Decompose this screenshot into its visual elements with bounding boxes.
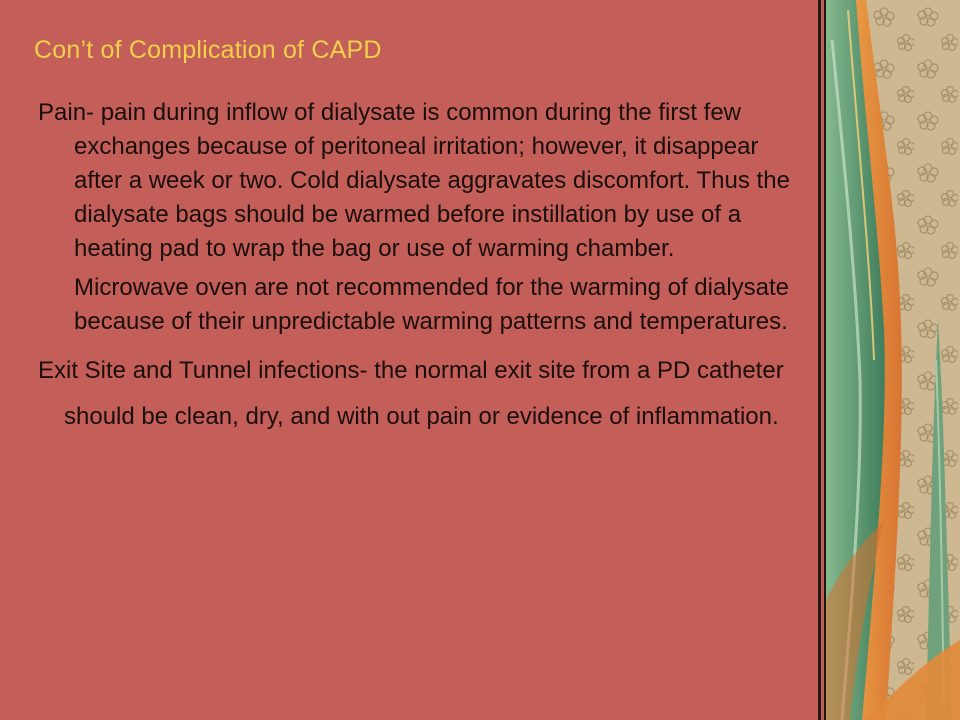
slide-body [38, 96, 808, 445]
panel-divider-line [818, 0, 821, 720]
paragraph-microwave: Microwave oven are not recommended for the warming of dialysate because of their unpredictable warming patterns and temperatures. [74, 274, 790, 335]
paragraph-pain: Pain- pain during inflow of dialysate is common during the first few exchanges because of peritoneal irritation; however, it disappear after a week or two. Cold dialysate aggravates discomfort. Thus the dialysate bags should be warmed before instillation by use of a heating pad to wrap the bag or use of warming chamber. [38, 99, 790, 262]
paragraph-exit-site: Exit Site and Tunnel infections- the normal exit site from a PD catheter should be clean, dry, and with out pain or evidence of inflammation. [38, 357, 784, 430]
decorative-floral-artwork [826, 0, 960, 720]
decorative-side-panel [826, 0, 960, 720]
slide-title: Con’t of Complication of CAPD [34, 36, 382, 64]
